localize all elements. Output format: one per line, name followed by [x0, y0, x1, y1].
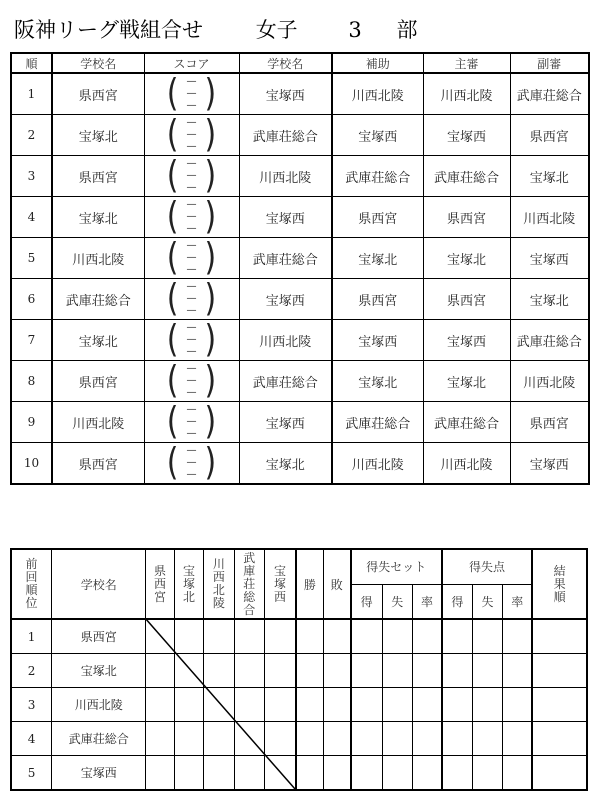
match-row [11, 115, 589, 156]
match-number: 2 [11, 115, 52, 156]
point-lose-cell[interactable] [472, 756, 502, 791]
match-row [11, 197, 589, 238]
set-lose-cell[interactable] [382, 688, 412, 722]
score-dashes: — — — [186, 240, 197, 275]
match-row [11, 279, 589, 320]
match-number: 9 [11, 402, 52, 443]
match-number: 7 [11, 320, 52, 361]
point-rate-cell[interactable] [503, 722, 532, 756]
fukushin-cell: 宝塚北 [510, 279, 589, 320]
set-rate-cell[interactable] [413, 619, 442, 654]
set-get-cell[interactable] [351, 654, 382, 688]
prev-rank: 5 [11, 756, 52, 791]
bracket-right: ) [204, 399, 217, 444]
match-row [11, 238, 589, 279]
result-cell[interactable] [174, 688, 203, 722]
match-number: 5 [11, 238, 52, 279]
match-number: 6 [11, 279, 52, 320]
result-cell[interactable] [174, 619, 203, 654]
score-cell[interactable] [144, 399, 239, 444]
shushin-cell: 川西北陵 [423, 73, 510, 115]
standing-row [11, 619, 587, 654]
match-row [11, 402, 589, 443]
match-row [11, 320, 589, 361]
score-dashes: — — — [186, 404, 197, 439]
hojo-cell: 武庫荘総合 [332, 156, 423, 197]
match-number: 4 [11, 197, 52, 238]
diagonal-cell[interactable] [174, 654, 203, 688]
school-b: 宝塚西 [239, 197, 332, 238]
match-number: 3 [11, 156, 52, 197]
shushin-cell: 県西宮 [423, 197, 510, 238]
bracket-left: ( [166, 399, 179, 444]
standing-school: 川西北陵 [52, 688, 146, 722]
header-fukushin: 副審 [510, 53, 589, 73]
header-shushin: 主審 [423, 53, 510, 73]
score-cell[interactable] [144, 317, 239, 362]
title-bu: 部 [396, 18, 418, 42]
bracket-left: ( [166, 317, 179, 362]
school-a: 川西北陵 [52, 402, 144, 443]
standings-header-row [11, 549, 587, 584]
sub-sets-rate: 率 [413, 584, 442, 619]
point-rate-cell[interactable] [503, 619, 532, 654]
point-rate-cell[interactable] [503, 756, 532, 791]
prev-rank: 3 [11, 688, 52, 722]
sub-sets-get: 得 [351, 584, 382, 619]
point-get-cell[interactable] [442, 688, 472, 722]
set-rate-cell[interactable] [413, 722, 442, 756]
title-league: 阪神リーグ戦組合せ [14, 18, 203, 42]
final-rank-cell[interactable] [532, 619, 587, 654]
school-a: 県西宮 [52, 443, 144, 485]
set-lose-cell[interactable] [382, 619, 412, 654]
standing-school: 宝塚西 [52, 756, 146, 791]
shushin-cell: 宝塚西 [423, 320, 510, 361]
fukushin-cell: 県西宮 [510, 402, 589, 443]
prev-rank: 1 [11, 619, 52, 654]
diagonal-cell[interactable] [204, 688, 234, 722]
shushin-cell: 宝塚北 [423, 238, 510, 279]
fukushin-cell: 武庫荘総合 [510, 320, 589, 361]
header-opp-1: 県西宮 [146, 549, 174, 619]
school-b: 川西北陵 [239, 320, 332, 361]
result-cell[interactable] [174, 756, 203, 791]
prev-rank: 4 [11, 722, 52, 756]
school-b: 武庫荘総合 [239, 361, 332, 402]
fukushin-cell: 宝塚西 [510, 443, 589, 485]
bracket-left: ( [166, 153, 179, 198]
hojo-cell: 宝塚西 [332, 320, 423, 361]
shushin-cell: 県西宮 [423, 279, 510, 320]
final-rank-cell[interactable] [532, 654, 587, 688]
fukushin-cell: 宝塚北 [510, 156, 589, 197]
point-lose-cell[interactable] [472, 722, 502, 756]
bracket-right: ) [204, 71, 217, 116]
hojo-cell: 県西宮 [332, 197, 423, 238]
bracket-right: ) [204, 358, 217, 403]
result-cell[interactable] [204, 654, 234, 688]
final-rank-cell[interactable] [532, 688, 587, 722]
score-dashes: — — — [186, 158, 197, 193]
school-a: 宝塚北 [52, 115, 144, 156]
result-cell[interactable] [234, 654, 264, 688]
schedule-table [10, 52, 590, 485]
school-b: 宝塚西 [239, 73, 332, 115]
score-cell[interactable] [144, 276, 239, 321]
title-number: 3 [348, 18, 362, 42]
header-opp-2: 宝塚北 [174, 549, 203, 619]
set-rate-cell[interactable] [413, 756, 442, 791]
score-dashes: — — — [186, 281, 197, 316]
header-order: 順 [11, 53, 52, 73]
result-cell[interactable] [265, 654, 296, 688]
schedule-header-row [11, 53, 589, 73]
fukushin-cell: 県西宮 [510, 115, 589, 156]
bracket-left: ( [166, 235, 179, 280]
shushin-cell: 川西北陵 [423, 443, 510, 485]
score-dashes: — — — [186, 117, 197, 152]
result-cell[interactable] [265, 619, 296, 654]
standings-table [10, 548, 588, 791]
set-get-cell[interactable] [351, 756, 382, 791]
school-a: 川西北陵 [52, 238, 144, 279]
diagonal-cell[interactable] [265, 756, 296, 791]
point-lose-cell[interactable] [472, 654, 502, 688]
point-rate-cell[interactable] [503, 688, 532, 722]
school-a: 県西宮 [52, 73, 144, 115]
hojo-cell: 川西北陵 [332, 73, 423, 115]
school-b: 宝塚北 [239, 443, 332, 485]
result-cell[interactable] [234, 619, 264, 654]
header-prev-rank: 前回順位 [11, 549, 52, 619]
point-lose-cell[interactable] [472, 619, 502, 654]
point-rate-cell[interactable] [503, 654, 532, 688]
header-hojo: 補助 [332, 53, 423, 73]
school-b: 川西北陵 [239, 156, 332, 197]
set-get-cell[interactable] [351, 619, 382, 654]
hojo-cell: 武庫荘総合 [332, 402, 423, 443]
bracket-left: ( [166, 440, 179, 485]
match-row [11, 73, 589, 115]
set-rate-cell[interactable] [413, 688, 442, 722]
shushin-cell: 宝塚西 [423, 115, 510, 156]
result-cell[interactable] [204, 756, 234, 791]
score-cell[interactable] [144, 440, 239, 485]
score-cell[interactable] [144, 153, 239, 198]
school-a: 武庫荘総合 [52, 279, 144, 320]
match-number: 1 [11, 73, 52, 115]
match-row [11, 361, 589, 402]
result-cell[interactable] [234, 756, 264, 791]
bracket-right: ) [204, 235, 217, 280]
match-number: 10 [11, 443, 52, 485]
diagonal-cell[interactable] [146, 619, 174, 654]
hojo-cell: 宝塚西 [332, 115, 423, 156]
fukushin-cell: 宝塚西 [510, 238, 589, 279]
score-dashes: — — — [186, 445, 197, 480]
header-score: スコア [144, 53, 239, 73]
set-rate-cell[interactable] [413, 654, 442, 688]
result-cell[interactable] [204, 722, 234, 756]
shushin-cell: 武庫荘総合 [423, 156, 510, 197]
header-result: 結果順 [532, 549, 587, 619]
standing-row [11, 722, 587, 756]
bracket-right: ) [204, 194, 217, 239]
point-get-cell[interactable] [442, 756, 472, 791]
win-cell[interactable] [296, 756, 323, 791]
fukushin-cell: 川西北陵 [510, 197, 589, 238]
result-cell[interactable] [146, 654, 174, 688]
bracket-left: ( [166, 112, 179, 157]
win-cell[interactable] [296, 722, 323, 756]
page-title [14, 14, 417, 44]
bracket-left: ( [166, 276, 179, 321]
shushin-cell: 武庫荘総合 [423, 402, 510, 443]
result-cell[interactable] [146, 722, 174, 756]
bracket-right: ) [204, 153, 217, 198]
fukushin-cell: 武庫荘総合 [510, 73, 589, 115]
score-cell[interactable] [144, 194, 239, 239]
standing-row [11, 654, 587, 688]
set-lose-cell[interactable] [382, 722, 412, 756]
sub-points-rate: 率 [503, 584, 532, 619]
sub-points-lose: 失 [472, 584, 502, 619]
school-b: 宝塚西 [239, 279, 332, 320]
loss-cell[interactable] [323, 756, 350, 791]
school-b: 武庫荘総合 [239, 238, 332, 279]
sub-sets-lose: 失 [382, 584, 412, 619]
school-a: 宝塚北 [52, 197, 144, 238]
loss-cell[interactable] [323, 722, 350, 756]
hojo-cell: 県西宮 [332, 279, 423, 320]
bracket-left: ( [166, 194, 179, 239]
title-division: 女子 [255, 18, 298, 42]
school-a: 県西宮 [52, 156, 144, 197]
header-loss: 敗 [323, 549, 350, 619]
hojo-cell: 川西北陵 [332, 443, 423, 485]
header-points: 得失点 [442, 549, 532, 584]
result-cell[interactable] [146, 688, 174, 722]
school-b: 武庫荘総合 [239, 115, 332, 156]
loss-cell[interactable] [323, 654, 350, 688]
header-sets: 得失セット [351, 549, 442, 584]
score-dashes: — — — [186, 199, 197, 234]
bracket-right: ) [204, 112, 217, 157]
score-cell[interactable] [144, 358, 239, 403]
header-school-b: 学校名 [239, 53, 332, 73]
match-row [11, 156, 589, 197]
set-get-cell[interactable] [351, 722, 382, 756]
header-win: 勝 [296, 549, 323, 619]
school-a: 宝塚北 [52, 320, 144, 361]
hojo-cell: 宝塚北 [332, 238, 423, 279]
header-opp-5: 宝塚西 [265, 549, 296, 619]
result-cell[interactable] [265, 688, 296, 722]
final-rank-cell[interactable] [532, 756, 587, 791]
match-number: 8 [11, 361, 52, 402]
hojo-cell: 宝塚北 [332, 361, 423, 402]
header-opp-4: 武庫荘総合 [234, 549, 264, 619]
shushin-cell: 宝塚北 [423, 361, 510, 402]
school-a: 県西宮 [52, 361, 144, 402]
set-get-cell[interactable] [351, 688, 382, 722]
point-get-cell[interactable] [442, 722, 472, 756]
bracket-right: ) [204, 317, 217, 362]
diagonal-cell[interactable] [234, 722, 264, 756]
result-cell[interactable] [265, 722, 296, 756]
school-b: 宝塚西 [239, 402, 332, 443]
win-cell[interactable] [296, 654, 323, 688]
result-cell[interactable] [234, 688, 264, 722]
standing-row [11, 688, 587, 722]
result-cell[interactable] [204, 619, 234, 654]
bracket-left: ( [166, 71, 179, 116]
standing-school: 県西宮 [52, 619, 146, 654]
set-lose-cell[interactable] [382, 756, 412, 791]
result-cell[interactable] [174, 722, 203, 756]
header-opp-3: 川西北陵 [204, 549, 234, 619]
standing-school: 武庫荘総合 [52, 722, 146, 756]
bracket-left: ( [166, 358, 179, 403]
score-dashes: — — — [186, 363, 197, 398]
score-cell[interactable] [144, 112, 239, 157]
standing-school: 宝塚北 [52, 654, 146, 688]
final-rank-cell[interactable] [532, 722, 587, 756]
set-lose-cell[interactable] [382, 654, 412, 688]
match-row [11, 443, 589, 485]
standing-row [11, 756, 587, 791]
header-school-a: 学校名 [52, 53, 144, 73]
point-get-cell[interactable] [442, 654, 472, 688]
score-cell[interactable] [144, 73, 239, 115]
header-school: 学校名 [52, 549, 146, 619]
bracket-right: ) [204, 276, 217, 321]
win-cell[interactable] [296, 688, 323, 722]
loss-cell[interactable] [323, 688, 350, 722]
prev-rank: 2 [11, 654, 52, 688]
sub-points-get: 得 [442, 584, 472, 619]
fukushin-cell: 川西北陵 [510, 361, 589, 402]
win-cell[interactable] [296, 619, 323, 654]
score-dashes: — — — [186, 76, 197, 111]
point-get-cell[interactable] [442, 619, 472, 654]
loss-cell[interactable] [323, 619, 350, 654]
score-dashes: — — — [186, 322, 197, 357]
point-lose-cell[interactable] [472, 688, 502, 722]
bracket-right: ) [204, 440, 217, 485]
score-cell[interactable] [144, 235, 239, 280]
result-cell[interactable] [146, 756, 174, 791]
